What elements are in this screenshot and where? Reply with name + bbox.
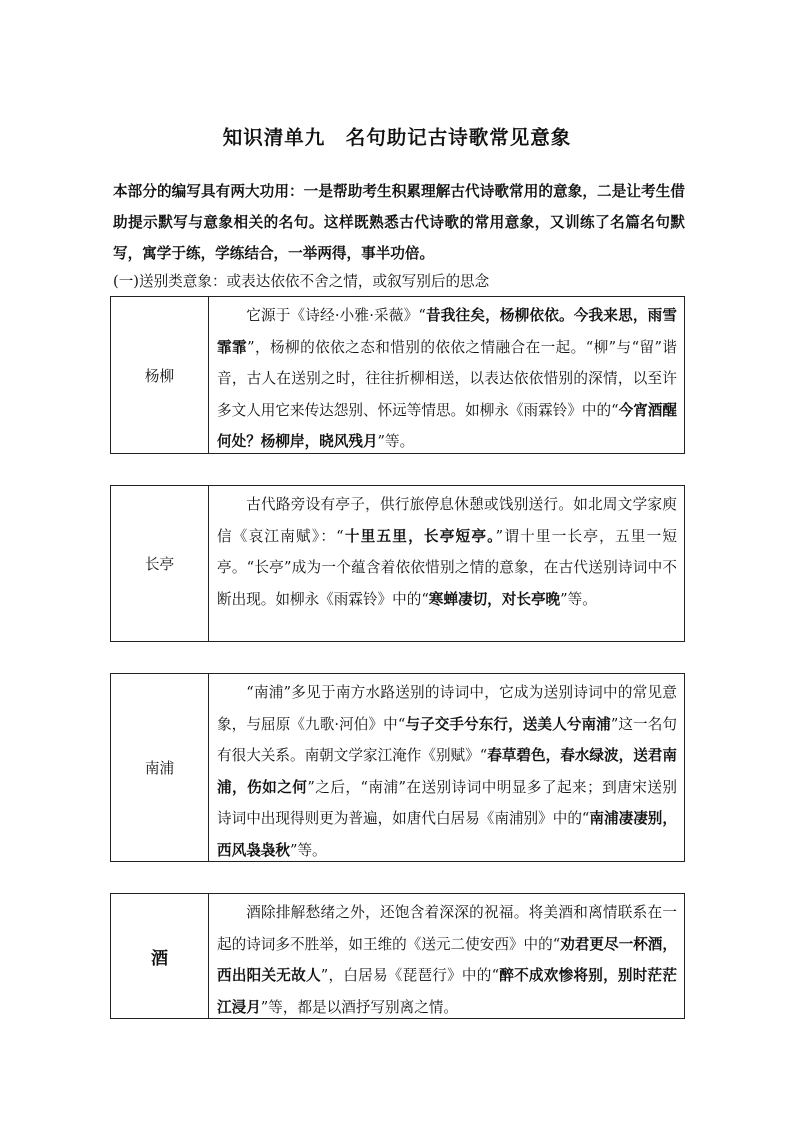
quoted-verse: 与子交手兮东行，送美人兮南浦 [405, 715, 611, 733]
quoted-verse: 昔我往矣，杨柳依依。今我来思，雨雪霏霏 [217, 307, 677, 356]
imagery-entry-nanpu [110, 673, 685, 862]
imagery-description: 古代路旁设有亭子，供行旅停息休憩或饯别送行。如北周文学家庾信《哀江南赋》：“十里五里，长亭短亭。”谓十里一长亭，五里一短亭。“长亭”成为一个蕴含着依依惜别之情的意象，在古代送别诗词中不断出现。如柳永《雨霖铃》中的“寒蝉凄切，对长亭晚”等。 [217, 496, 677, 608]
imagery-term: 南浦 [111, 674, 209, 861]
imagery-term: 酒 [111, 894, 209, 1018]
imagery-entry-jiu [110, 893, 685, 1019]
imagery-term: 长亭 [111, 486, 209, 641]
page-title: 知识清单九 名句助记古诗歌常见意象 [222, 126, 572, 149]
section-heading: (一)送别类意象：或表达依依不舍之情，或叙写别后的思念 [113, 273, 490, 290]
imagery-entry-yangliu [110, 296, 685, 454]
quoted-verse: 今宵酒醒何处？杨柳岸，晓风残月 [217, 401, 677, 450]
imagery-term: 杨柳 [111, 297, 209, 453]
quoted-verse: 南浦凄凄别，西风袅袅秋 [217, 810, 677, 859]
quoted-verse: 醉不成欢惨将别，别时茫茫江浸月 [217, 967, 677, 1016]
quoted-verse: 春草碧色，春水绿波，送君南浦，伤如之何 [217, 747, 677, 796]
quoted-verse: 十里五里，长亭短亭。 [343, 527, 496, 545]
imagery-entry-changting [110, 485, 685, 642]
quoted-verse: 劝君更尽一杯酒，西出阳关无故人 [217, 935, 677, 984]
quoted-verse: 寒蝉凄切，对长亭晚 [428, 590, 561, 608]
intro-paragraph: 本部分的编写具有两大功用：一是帮助考生积累理解古代诗歌常用的意象，二是让考生借助提示默写与意象相关的名句。这样既熟悉古代诗歌的常用意象，又训练了名篇名句默写，寓学于练，学练结合，一举两得，事半功倍。 [113, 183, 685, 262]
imagery-description: 它源于《诗经·小雅·采薇》“昔我往矣，杨柳依依。今我来思，雨雪霏霏”，杨柳的依依之态和惜别的依依之情融合在一起。“柳”与“留”谐音，古人在送别之时，往往折柳相送，以表达依依惜别的深情，以至许多文人用它来传达怨别、怀远等情思。如柳永《雨霖铃》中的“今宵酒醒何处？杨柳岸，晓风残月”等。 [217, 307, 677, 450]
imagery-description: 酒除排解愁绪之外，还饱含着深深的祝福。将美酒和离情联系在一起的诗词多不胜举，如王维的《送元二使安西》中的“劝君更尽一杯酒，西出阳关无故人”，白居易《琵琶行》中的“醉不成欢惨将别，别时茫茫江浸月”等，都是以酒抒写别离之情。 [217, 904, 677, 1016]
imagery-description: “南浦”多见于南方水路送别的诗词中，它成为送别诗词中的常见意象，与屈原《九歌·河伯》中“与子交手兮东行，送美人兮南浦”这一名句有很大关系。南朝文学家江淹作《别赋》“春草碧色，春水绿波，送君南浦，伤如之何”之后，“南浦”在送别诗词中明显多了起来；到唐宋送别诗词中出现得则更为普遍，如唐代白居易《南浦别》中的“南浦凄凄别，西风袅袅秋”等。 [217, 684, 677, 859]
